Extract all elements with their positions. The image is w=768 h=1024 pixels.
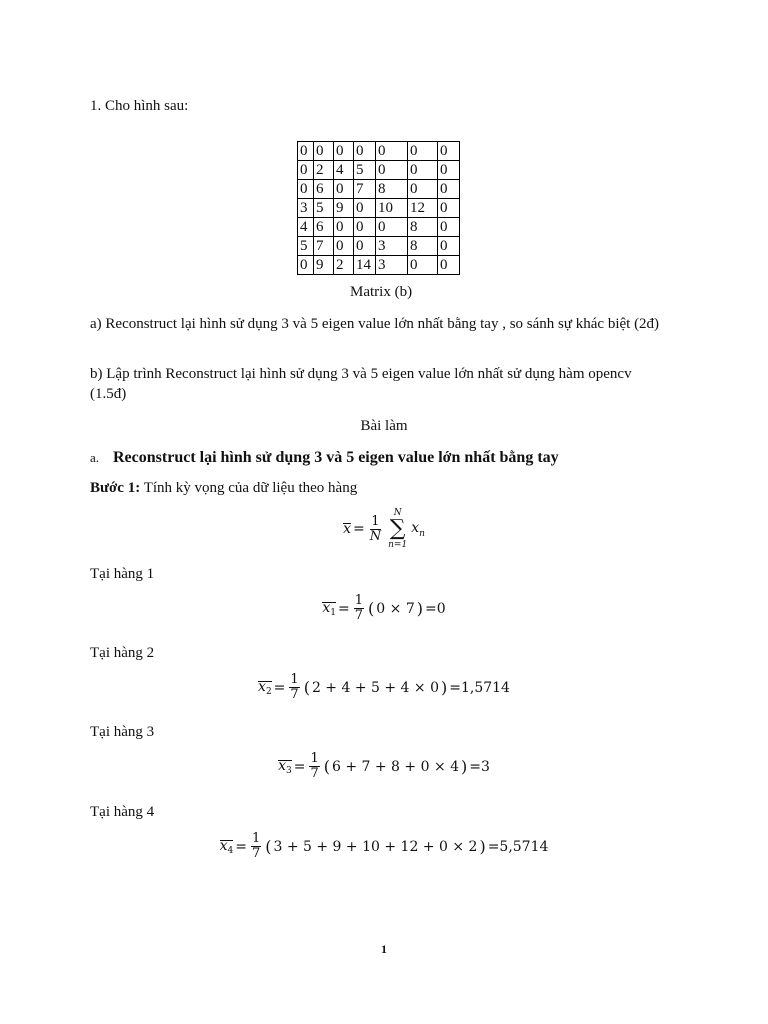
section-a-label: a. xyxy=(90,450,100,465)
row-label-3: Tại hàng 3 xyxy=(90,724,155,740)
matrix-cell: 7 xyxy=(354,180,376,199)
matrix-row xyxy=(298,256,460,275)
matrix-cell: 0 xyxy=(334,142,354,161)
matrix-cell: 5 xyxy=(298,237,314,256)
matrix-cell: 0 xyxy=(298,256,314,275)
mean-symbol: x xyxy=(343,521,351,537)
matrix-cell: 12 xyxy=(408,199,438,218)
matrix-cell: 0 xyxy=(438,161,460,180)
row-formula-2: $x_2$ = $\frac{1}{7}$ ( 2 + 4 + 5 + 4 × 0 ) =1,5714 xyxy=(258,672,510,702)
row-3-expression: 6 + 7 + 8 + 0 × 4 xyxy=(331,758,460,775)
matrix-cell: 0 xyxy=(408,161,438,180)
matrix-cell: 0 xyxy=(354,142,376,161)
matrix-cell: 0 xyxy=(408,142,438,161)
matrix-cell: 3 xyxy=(376,256,408,275)
matrix-cell: 0 xyxy=(314,142,334,161)
matrix-cell: 0 xyxy=(354,218,376,237)
matrix-cell: 0 xyxy=(438,142,460,161)
matrix-cell: 0 xyxy=(354,199,376,218)
matrix-table xyxy=(297,141,460,275)
question-intro: 1. Cho hình sau: xyxy=(90,98,189,114)
matrix-cell: 2 xyxy=(334,256,354,275)
matrix-cell: 0 xyxy=(334,237,354,256)
section-a-title: Reconstruct lại hình sử dụng 3 và 5 eigen value lớn nhất bằng tay xyxy=(113,449,559,466)
step-1-label: Bước 1: xyxy=(90,480,141,496)
row-formula-1: $x_1$ = $\frac{1}{7}$ ( 0 × 7 ) =0 xyxy=(322,593,446,623)
sum-symbol: N ∑ n=1 xyxy=(388,508,408,550)
step-1 xyxy=(90,478,357,498)
matrix-row xyxy=(298,161,460,180)
matrix-cell: 0 xyxy=(298,142,314,161)
row-1-result: =0 xyxy=(424,600,446,617)
matrix-cell: 7 xyxy=(314,237,334,256)
matrix-cell: 4 xyxy=(298,218,314,237)
matrix-row xyxy=(298,180,460,199)
matrix-cell: 5 xyxy=(314,199,334,218)
matrix-row xyxy=(298,199,460,218)
solution-title: Bài làm xyxy=(360,418,408,434)
matrix-cell: 0 xyxy=(376,161,408,180)
mean-formula: x = $\frac{1}{N}$ N ∑ n=1 $x_n$ xyxy=(343,508,425,550)
row-2-expression: 2 + 4 + 5 + 4 × 0 xyxy=(311,679,439,696)
matrix-cell: 8 xyxy=(376,180,408,199)
matrix-cell: 8 xyxy=(408,218,438,237)
matrix-cell: 3 xyxy=(376,237,408,256)
matrix-cell: 0 xyxy=(408,180,438,199)
matrix-cell: 6 xyxy=(314,218,334,237)
row-4-expression: 3 + 5 + 9 + 10 + 12 + 0 × 2 xyxy=(273,838,478,855)
matrix-body xyxy=(298,142,460,275)
row-3-result: =3 xyxy=(469,758,490,775)
row-label-4: Tại hàng 4 xyxy=(90,804,155,820)
task-a-text: a) Reconstruct lại hình sử dụng 3 và 5 eigen value lớn nhất bằng tay , so sánh sự khác biệt (2đ) xyxy=(90,316,660,332)
matrix-cell: 0 xyxy=(438,237,460,256)
row-4-result: =5,5714 xyxy=(487,838,549,855)
matrix-cell: 0 xyxy=(376,142,408,161)
row-2-result: =1,5714 xyxy=(449,679,510,696)
matrix-cell: 9 xyxy=(334,199,354,218)
matrix-cell: 10 xyxy=(376,199,408,218)
matrix-cell: 0 xyxy=(298,180,314,199)
matrix-row xyxy=(298,218,460,237)
matrix-cell: 4 xyxy=(334,161,354,180)
matrix-cell: 0 xyxy=(438,256,460,275)
matrix-cell: 2 xyxy=(314,161,334,180)
matrix-cell: 0 xyxy=(408,256,438,275)
matrix-cell: 9 xyxy=(314,256,334,275)
matrix-cell: 14 xyxy=(354,256,376,275)
matrix-cell: 6 xyxy=(314,180,334,199)
matrix-cell: 0 xyxy=(438,199,460,218)
matrix-cell: 0 xyxy=(354,237,376,256)
matrix-cell: 3 xyxy=(298,199,314,218)
row-label-2: Tại hàng 2 xyxy=(90,645,155,661)
row-1-expression: 0 × 7 xyxy=(376,600,415,617)
matrix-cell: 0 xyxy=(334,218,354,237)
matrix-cell: 0 xyxy=(376,218,408,237)
row-label-1: Tại hàng 1 xyxy=(90,566,155,582)
matrix-cell: 0 xyxy=(298,161,314,180)
matrix-cell: 0 xyxy=(438,180,460,199)
row-formula-3: $x_3$ = $\frac{1}{7}$ ( 6 + 7 + 8 + 0 × 4 ) =3 xyxy=(278,751,490,781)
page-number: 1 xyxy=(381,942,387,956)
matrix-cell: 0 xyxy=(334,180,354,199)
matrix-cell: 5 xyxy=(354,161,376,180)
matrix-row xyxy=(298,237,460,256)
step-1-text: Tính kỳ vọng của dữ liệu theo hàng xyxy=(140,480,358,496)
matrix-caption: Matrix (b) xyxy=(350,284,413,300)
matrix-cell: 0 xyxy=(438,218,460,237)
row-formula-4: $x_4$ = $\frac{1}{7}$ ( 3 + 5 + 9 + 10 + 12 + 0 × 2 ) =5,5714 xyxy=(219,831,549,861)
task-b-text: b) Lập trình Reconstruct lại hình sử dụng 3 và 5 eigen value lớn nhất sử dụng hàm opencv (1.5đ) xyxy=(90,366,632,402)
section-a-heading xyxy=(90,448,559,468)
mean-fraction: $\frac{1}{N}$ xyxy=(369,513,382,544)
matrix-row xyxy=(298,142,460,161)
matrix-cell: 8 xyxy=(408,237,438,256)
